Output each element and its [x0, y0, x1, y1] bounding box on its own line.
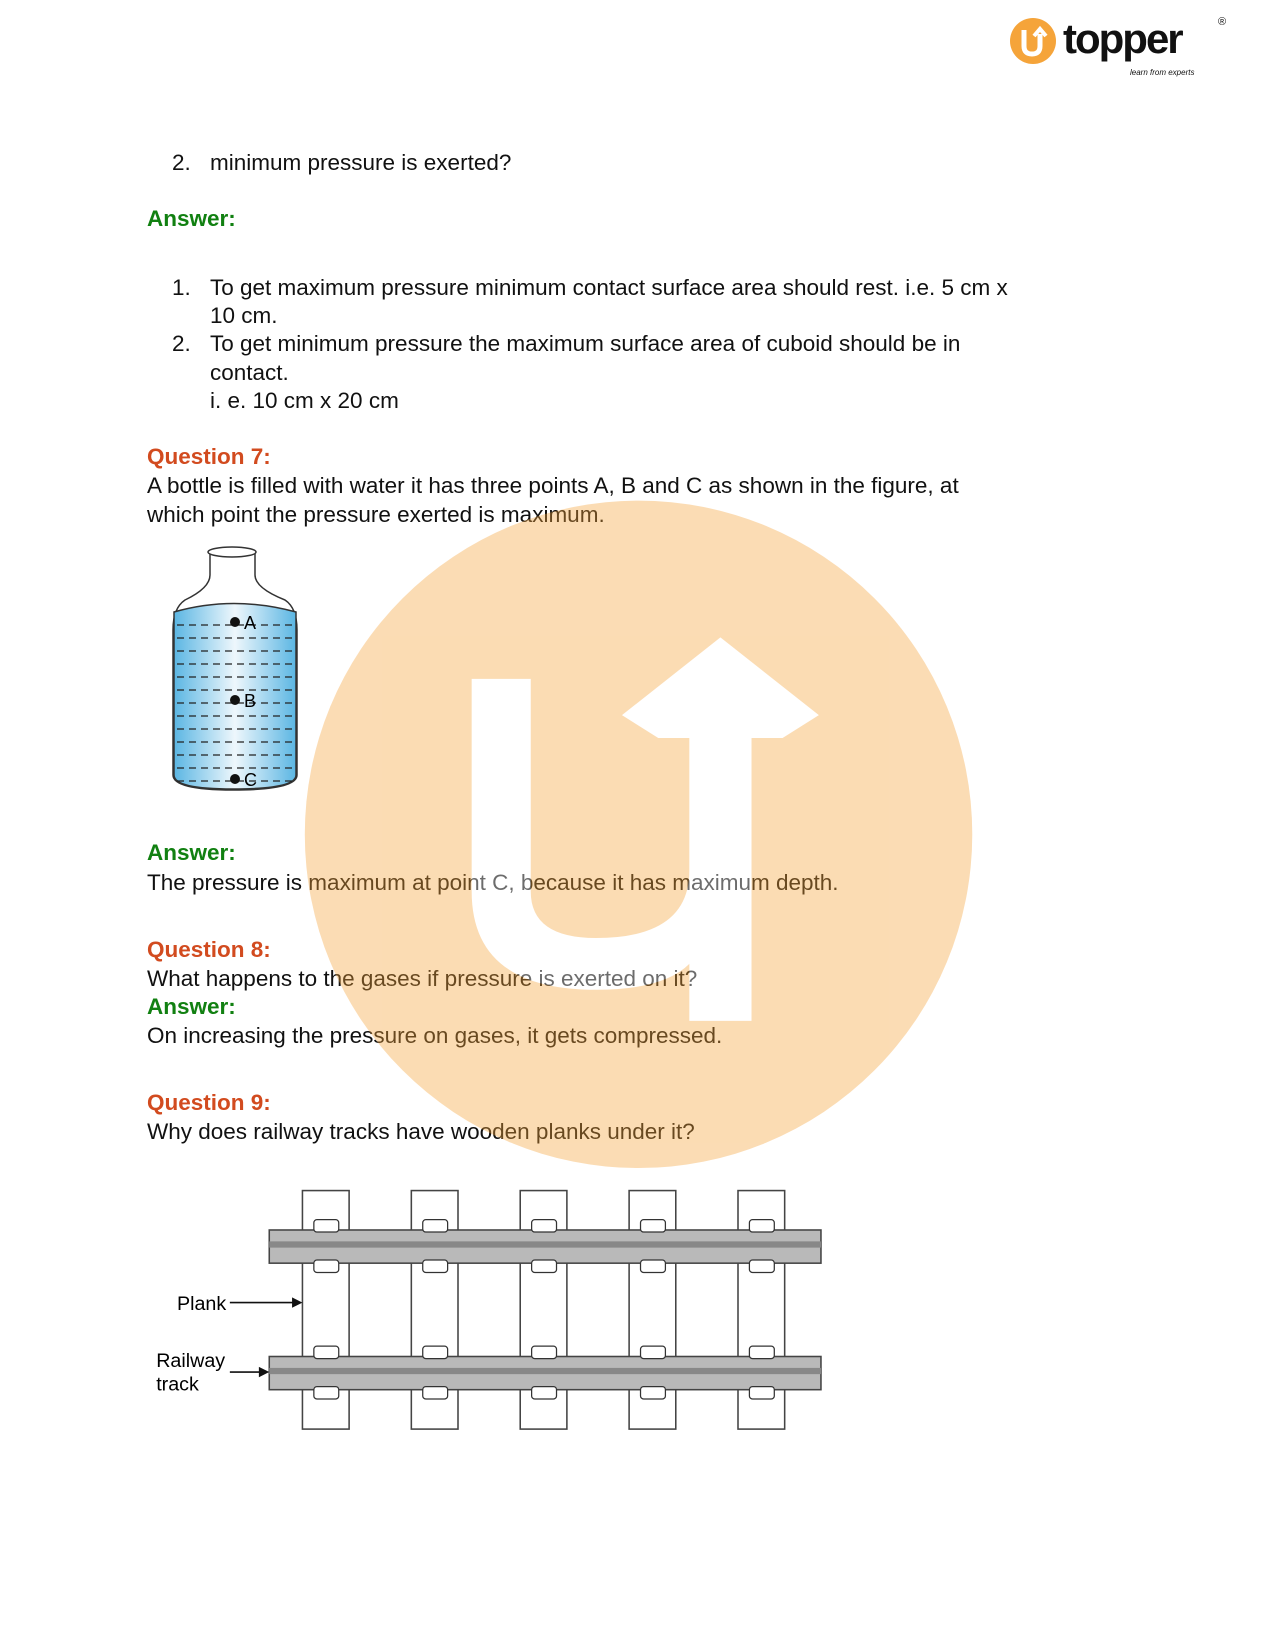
topper-logo-icon	[1010, 18, 1056, 64]
question-7-text: A bottle is filled with water it has three points A, B and C as shown in the figure, at	[147, 473, 959, 498]
topper-logo	[1010, 16, 1240, 82]
answer-item-text: 10 cm.	[210, 303, 278, 328]
answer-item-text: i. e. 10 cm x 20 cm	[210, 388, 399, 413]
railway-track-label-2: track	[156, 1373, 199, 1396]
logo-tagline: learn from experts	[1130, 68, 1195, 77]
prev-question-number: 2.	[172, 150, 191, 175]
answer-8-text: On increasing the pressure on gases, it gets compressed.	[147, 1023, 723, 1048]
answer-item-number: 2.	[172, 331, 191, 356]
answer-7-text: The pressure is maximum at point C, because it has maximum depth.	[147, 870, 839, 895]
railway-track-figure	[150, 1182, 850, 1447]
answer-item-text: To get minimum pressure the maximum surface area of cuboid should be in	[210, 331, 961, 356]
question-7-text: which point the pressure exerted is maximum.	[147, 502, 605, 527]
point-a-label: A	[244, 613, 257, 633]
answer-label: Answer:	[147, 206, 236, 231]
answer-item-text: To get maximum pressure minimum contact surface area should rest. i.e. 5 cm x	[210, 275, 1008, 300]
answer-item-number: 1.	[172, 275, 191, 300]
question-9-text: Why does railway tracks have wooden planks under it?	[147, 1119, 695, 1144]
answer-7-label: Answer:	[147, 840, 236, 865]
question-9-label: Question 9:	[147, 1090, 271, 1115]
point-c-label: C	[244, 770, 257, 790]
answer-item-text: contact.	[210, 360, 289, 385]
answer-8-label: Answer:	[147, 994, 236, 1019]
point-b	[230, 695, 240, 705]
point-a	[230, 617, 240, 627]
prev-question-text: minimum pressure is exerted?	[210, 150, 512, 175]
logo-registered: ®	[1218, 16, 1227, 28]
bottle-figure	[165, 540, 305, 800]
plank-label: Plank	[176, 1292, 227, 1315]
question-8-text: What happens to the gases if pressure is exerted on it?	[147, 966, 698, 991]
point-b-label: B	[244, 691, 257, 711]
question-7-label: Question 7:	[147, 444, 271, 469]
railway-track-label: Railway	[156, 1349, 226, 1372]
logo-wordmark: topper	[1063, 15, 1182, 62]
question-8-label: Question 8:	[147, 937, 271, 962]
point-c	[230, 774, 240, 784]
